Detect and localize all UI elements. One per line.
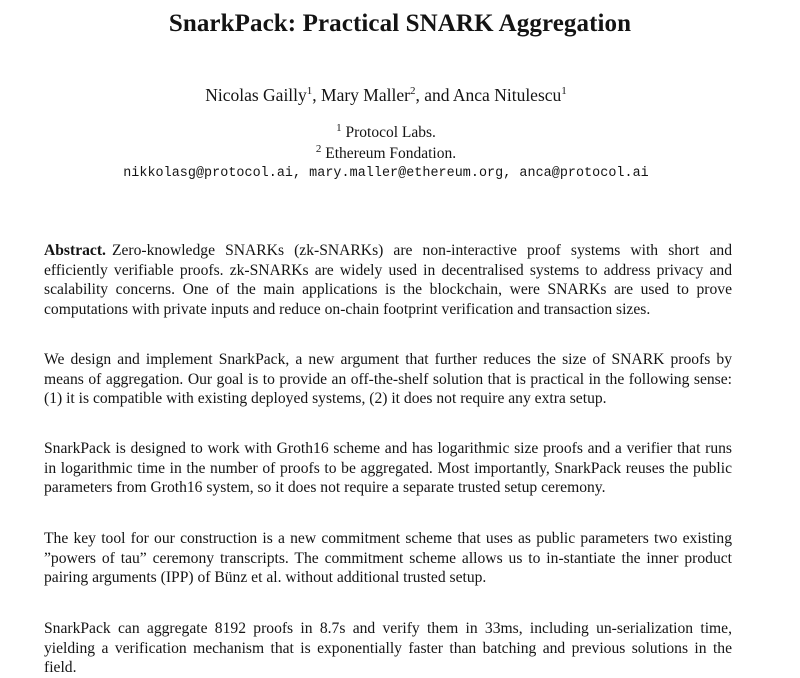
- abstract-text: Zero-knowledge SNARKs (zk-SNARKs) are non-interactive proof systems with short and efficiently verifiable proofs. zk-SNARKs are widely used in decentralised systems to address privacy and scalability concerns. One of the main applications is the blockchain, were SNARKs are used to prove computations with private inputs and reduce on-chain footprint verification and transaction sizes.: [44, 242, 732, 318]
- affiliation-name: Protocol Labs.: [345, 124, 436, 141]
- paper-title: SnarkPack: Practical SNARK Aggregation: [168, 10, 632, 37]
- paragraph: SnarkPack is designed to work with Groth16 scheme and has logarithmic size proofs and a verifier that runs in logarithmic time in the number of proofs to be aggregated. Most importantly, SnarkPack reuses the public parameters from Groth16 system, so it does not require a separate trusted setup ceremony.: [44, 440, 732, 496]
- author-affiliation-mark: 1: [561, 85, 567, 98]
- author-name: Mary Maller: [321, 85, 410, 105]
- author-emails: nikkolasg@protocol.ai, mary.maller@ethereum.org, anca@protocol.ai: [123, 166, 649, 181]
- affiliation: [0, 121, 772, 142]
- abstract: [44, 241, 732, 319]
- affiliation-name: Ethereum Fondation.: [325, 145, 457, 162]
- paragraph: SnarkPack can aggregate 8192 proofs in 8.7s and verify them in 33ms, including un-serialization time, yielding a verification mechanism that is exponentially faster than batching and previous solutions in the field.: [44, 620, 732, 676]
- author-affiliation-mark: 2: [409, 85, 416, 98]
- author-name: Nicolas Gailly: [205, 85, 307, 105]
- affiliation-mark: 1: [336, 121, 342, 134]
- author-separator: , and: [415, 85, 453, 105]
- paragraph: We design and implement SnarkPack, a new argument that further reduces the size of SNARK proofs by means of aggregation. Our goal is to provide an off-the-shelf solution that is practical in the following sense: (1) it is compatible with existing deployed systems, (2) it does not require any extra setup.: [44, 351, 732, 407]
- author-separator: ,: [312, 85, 322, 105]
- paragraph: The key tool for our construction is a new commitment scheme that uses as public parameters two existing ”powers of tau” ceremony transcripts. The commitment scheme allows us to in-stantiate the inner product pairing arguments (IPP) of Bünz et al. without additional trusted setup.: [44, 530, 732, 586]
- author-name: Anca Nitulescu: [452, 85, 562, 105]
- affiliation: [0, 142, 772, 163]
- author-list: [0, 85, 772, 106]
- author-affiliation-mark: 1: [306, 85, 313, 98]
- abstract-label: Abstract.: [44, 242, 106, 259]
- affiliation-mark: 2: [315, 142, 322, 155]
